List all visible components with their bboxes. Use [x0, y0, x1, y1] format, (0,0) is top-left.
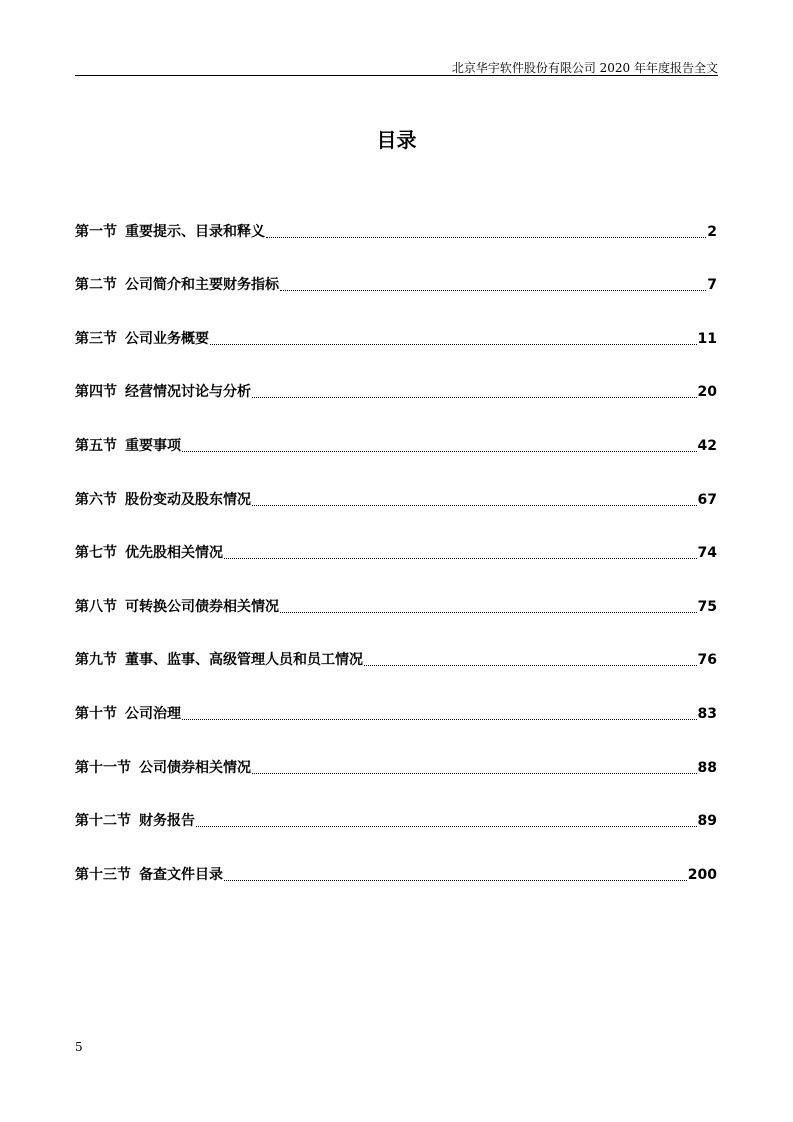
toc-section-number: 第五节	[75, 437, 117, 454]
toc-dot-leader	[280, 290, 706, 291]
toc-page-number: 75	[697, 598, 717, 615]
table-of-contents	[75, 192, 717, 889]
toc-section-number: 第九节	[75, 652, 117, 669]
toc-section-number: 第十三节	[75, 866, 131, 883]
page-number: 5	[75, 1040, 83, 1054]
toc-page-number: 67	[697, 491, 717, 508]
toc-entry[interactable]	[75, 246, 717, 300]
toc-section-number: 第一节	[75, 223, 117, 240]
toc-dot-leader	[364, 665, 697, 666]
toc-entry[interactable]	[75, 353, 717, 407]
toc-page-number: 11	[697, 330, 717, 347]
toc-section-title: 重要提示、目录和释义	[125, 223, 265, 240]
toc-dot-leader	[224, 558, 697, 559]
header-divider	[75, 75, 718, 76]
toc-page-number: 42	[697, 437, 717, 454]
toc-section-number: 第四节	[75, 384, 117, 401]
toc-entry[interactable]	[75, 299, 717, 353]
toc-dot-leader	[252, 773, 697, 774]
toc-page-number: 2	[707, 223, 717, 240]
toc-page-number: 88	[697, 759, 717, 776]
toc-section-title: 公司业务概要	[125, 330, 209, 347]
toc-dot-leader	[224, 880, 687, 881]
toc-dot-leader	[252, 397, 697, 398]
toc-dot-leader	[182, 451, 697, 452]
toc-section-title: 优先股相关情况	[125, 545, 223, 562]
toc-entry[interactable]	[75, 514, 717, 568]
toc-section-number: 第八节	[75, 598, 117, 615]
toc-section-title: 公司简介和主要财务指标	[125, 277, 279, 294]
toc-page-number: 200	[687, 866, 717, 883]
toc-entry[interactable]	[75, 621, 717, 675]
toc-section-title: 备查文件目录	[139, 866, 223, 883]
toc-section-title: 财务报告	[139, 813, 195, 830]
toc-entry[interactable]	[75, 835, 717, 889]
toc-page-number: 89	[697, 813, 717, 830]
toc-section-number: 第二节	[75, 277, 117, 294]
toc-page-number: 83	[697, 705, 717, 722]
toc-section-title: 可转换公司债券相关情况	[125, 598, 279, 615]
toc-page-number: 76	[697, 652, 717, 669]
toc-dot-leader	[210, 344, 697, 345]
toc-dot-leader	[182, 719, 697, 720]
toc-title: 目录	[376, 128, 417, 152]
toc-page-number: 74	[697, 545, 717, 562]
toc-section-title: 公司治理	[125, 705, 181, 722]
toc-section-title: 经营情况讨论与分析	[125, 384, 251, 401]
toc-section-number: 第三节	[75, 330, 117, 347]
toc-section-number: 第十二节	[75, 813, 131, 830]
toc-entry[interactable]	[75, 406, 717, 460]
toc-page-number: 7	[707, 277, 717, 294]
toc-section-number: 第十一节	[75, 759, 131, 776]
toc-dot-leader	[252, 505, 697, 506]
toc-dot-leader	[280, 612, 697, 613]
toc-section-title: 重要事项	[125, 437, 181, 454]
toc-entry[interactable]	[75, 782, 717, 836]
toc-entry[interactable]	[75, 192, 717, 246]
toc-dot-leader	[196, 826, 697, 827]
toc-section-number: 第七节	[75, 545, 117, 562]
toc-section-title: 董事、监事、高级管理人员和员工情况	[125, 652, 363, 669]
toc-section-title: 股份变动及股东情况	[125, 491, 251, 508]
running-header: 北京华宇软件股份有限公司 2020 年年度报告全文	[451, 61, 718, 75]
toc-section-title: 公司债券相关情况	[139, 759, 251, 776]
toc-entry[interactable]	[75, 567, 717, 621]
toc-entry[interactable]	[75, 674, 717, 728]
toc-section-number: 第六节	[75, 491, 117, 508]
toc-section-number: 第十节	[75, 705, 117, 722]
toc-entry[interactable]	[75, 728, 717, 782]
toc-entry[interactable]	[75, 460, 717, 514]
toc-dot-leader	[266, 237, 706, 238]
toc-page-number: 20	[697, 384, 717, 401]
